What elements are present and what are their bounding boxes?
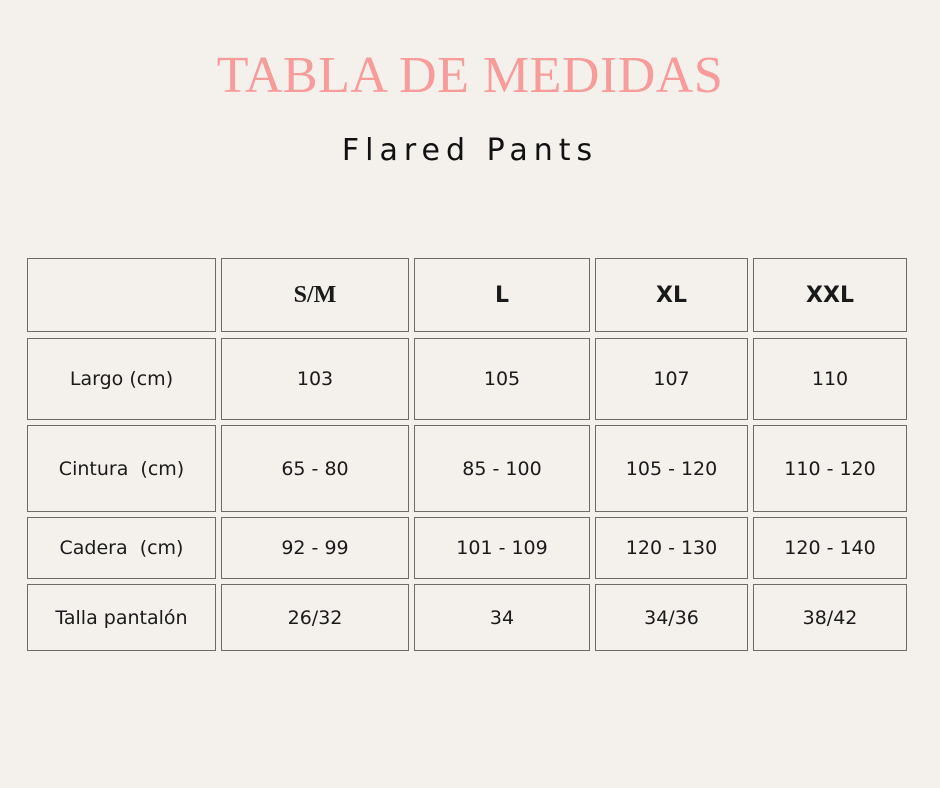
table-cell: 105 — [414, 338, 590, 420]
row-label-talla-pantalon: Talla pantalón — [27, 584, 216, 651]
column-header-l: L — [414, 258, 590, 332]
table-cell: 26/32 — [221, 584, 409, 651]
table-cell: 38/42 — [753, 584, 907, 651]
column-header-xxl: XXL — [753, 258, 907, 332]
table-cell: 120 - 130 — [595, 517, 748, 579]
table-cell: 34 — [414, 584, 590, 651]
table-cell: 107 — [595, 338, 748, 420]
table-cell: 34/36 — [595, 584, 748, 651]
column-header-sm: S/M — [221, 258, 409, 332]
table-cell: 92 - 99 — [221, 517, 409, 579]
row-label-cadera: Cadera (cm) — [27, 517, 216, 579]
row-label-largo: Largo (cm) — [27, 338, 216, 420]
table-cell: 110 - 120 — [753, 425, 907, 512]
table-cell: 105 - 120 — [595, 425, 748, 512]
corner-cell — [27, 258, 216, 332]
table-cell: 65 - 80 — [221, 425, 409, 512]
table-cell: 103 — [221, 338, 409, 420]
table-cell: 110 — [753, 338, 907, 420]
row-label-cintura: Cintura (cm) — [27, 425, 216, 512]
table-cell: 101 - 109 — [414, 517, 590, 579]
column-header-xl: XL — [595, 258, 748, 332]
page-title: TABLA DE MEDIDAS — [216, 47, 724, 104]
table-cell: 85 - 100 — [414, 425, 590, 512]
table-cell: 120 - 140 — [753, 517, 907, 579]
page-subtitle: Flared Pants — [341, 133, 599, 168]
